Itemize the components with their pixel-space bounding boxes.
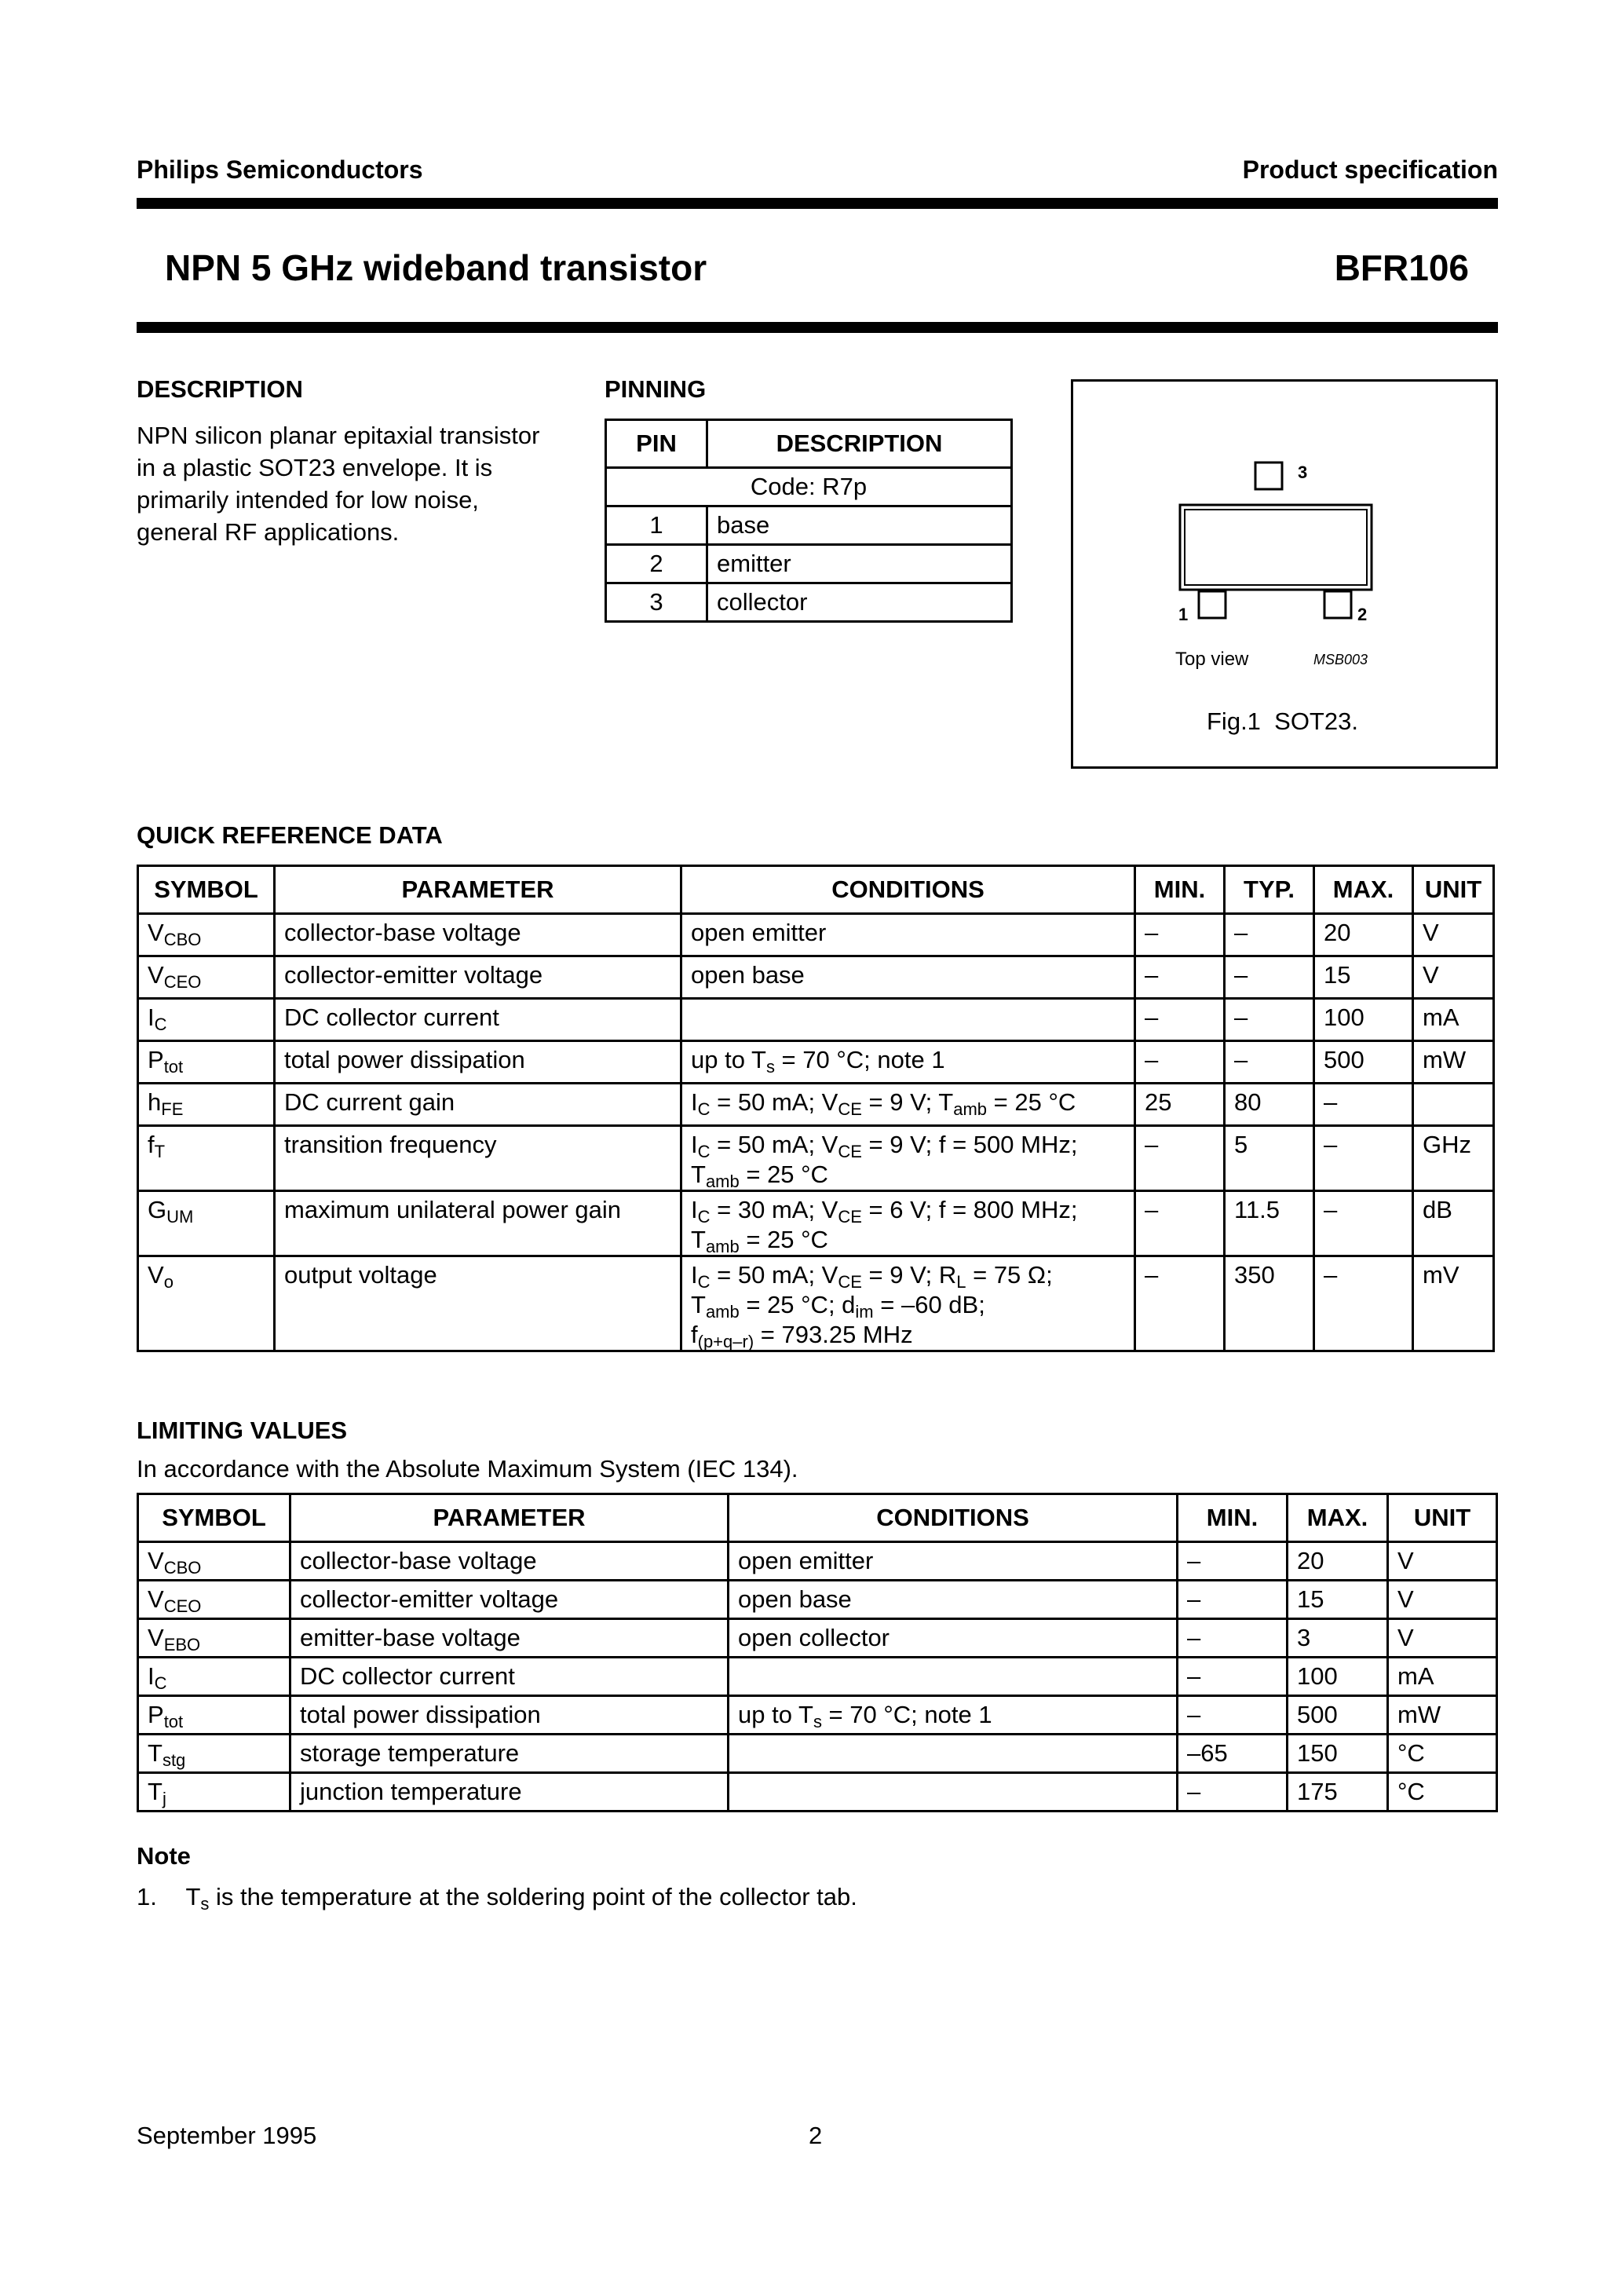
symbol-subscript: UM [166,1207,194,1227]
parameter-cell: total power dissipation [275,1041,681,1084]
description-line: NPN silicon planar epitaxial transistor [137,422,540,449]
pin-number: 2 [606,545,707,583]
limiting-column-header: UNIT [1388,1494,1497,1542]
part-number: BFR106 [1334,247,1469,288]
quick-reference-table [137,865,1495,1352]
conditions-cell [681,999,1135,1041]
unit-cell: dB [1413,1191,1494,1256]
description-heading: DESCRIPTION [137,375,303,403]
parameter-cell: output voltage [275,1256,681,1351]
typ-cell: – [1225,914,1314,956]
figure-sot23 [1071,379,1498,769]
unit-cell: mA [1388,1658,1497,1696]
description-line: primarily intended for low noise, [137,486,479,514]
unit-cell: °C [1388,1735,1497,1773]
max-cell: 20 [1288,1542,1388,1581]
qrd-row [138,914,1494,956]
typ-cell: 80 [1225,1084,1314,1126]
company-name: Philips Semiconductors [137,155,423,184]
pin-row [606,545,1012,583]
max-cell: 20 [1314,914,1413,956]
qrd-column-header: PARAMETER [275,866,681,914]
max-cell: – [1314,1084,1413,1126]
limiting-row [138,1773,1497,1812]
qrd-row [138,1191,1494,1256]
parameter-cell: transition frequency [275,1126,681,1191]
max-cell: 150 [1288,1735,1388,1773]
conditions-cell: up to $T_s = 70$ °C; note 1 [729,1696,1178,1735]
conditions-cell [729,1658,1178,1696]
symbol-cell: $V_{CBO}$ [138,1542,290,1581]
unit-cell: °C [1388,1773,1497,1812]
typ-cell: 11.5 [1225,1191,1314,1256]
min-cell: – [1135,914,1225,956]
symbol-cell: $V_o$ [138,1256,275,1351]
description-line: in a plastic SOT23 envelope. It is [137,454,493,481]
qrd-column-header: CONDITIONS [681,866,1135,914]
document-type: Product specification [1242,155,1498,184]
symbol-cell: $T_j$ [138,1773,290,1812]
max-cell: 15 [1288,1581,1388,1619]
symbol-subscript: stg [162,1750,186,1770]
max-cell: 100 [1288,1658,1388,1696]
symbol-subscript: o [163,1272,174,1292]
limiting-row [138,1696,1497,1735]
symbol-cell: $P_{tot}$ [138,1696,290,1735]
unit-cell: V [1413,914,1494,956]
description-text [137,419,576,548]
min-cell: – [1135,1126,1225,1191]
symbol-cell: $T_{stg}$ [138,1735,290,1773]
limiting-row [138,1542,1497,1581]
parameter-cell: collector-base voltage [275,914,681,956]
unit-cell: mA [1413,999,1494,1041]
limiting-column-header: CONDITIONS [729,1494,1178,1542]
parameter-cell: DC current gain [275,1084,681,1126]
min-cell: – [1178,1773,1288,1812]
unit-cell [1413,1084,1494,1126]
pinning-heading: PINNING [605,375,707,403]
pinning-header-row [606,420,1012,468]
marking-code: Code: R7p [606,468,1012,506]
qrd-heading: QUICK REFERENCE DATA [137,821,443,849]
symbol-cell: $P_{tot}$ [138,1041,275,1084]
unit-cell: V [1388,1619,1497,1658]
symbol-subscript: CEO [163,1596,202,1616]
qrd-column-header: TYP. [1225,866,1314,914]
note-text: is the temperature at the soldering point of the collector tab. [209,1883,857,1910]
pin1-label: 1 [1178,605,1189,624]
unit-cell: V [1388,1581,1497,1619]
pin-row [606,506,1012,545]
qrd-column-header: MAX. [1314,866,1413,914]
limiting-row [138,1581,1497,1619]
note-number: 1. [137,1883,157,1910]
symbol-subscript: EBO [163,1635,201,1654]
qrd-row [138,956,1494,999]
conditions-cell [729,1735,1178,1773]
pin2-label: 2 [1357,605,1368,624]
max-cell: 500 [1288,1696,1388,1735]
limiting-header-row [138,1494,1497,1542]
qrd-column-header: SYMBOL [138,866,275,914]
description-line: general RF applications. [137,518,400,546]
parameter-cell: junction temperature [290,1773,729,1812]
note-symbol: T [185,1883,201,1910]
max-cell: 15 [1314,956,1413,999]
conditions-cell: open collector [729,1619,1178,1658]
typ-cell: 350 [1225,1256,1314,1351]
document-title: NPN 5 GHz wideband transistor [165,247,707,288]
max-cell: 500 [1314,1041,1413,1084]
symbol-cell: $h_{FE}$ [138,1084,275,1126]
pin-number: 3 [606,583,707,622]
limiting-heading: LIMITING VALUES [137,1417,348,1444]
limiting-row [138,1658,1497,1696]
title-rule [137,322,1498,333]
unit-cell: mW [1388,1696,1497,1735]
symbol-subscript: CBO [163,1558,202,1578]
conditions-cell: open emitter [681,914,1135,956]
qrd-row [138,1126,1494,1191]
pin-description: base [707,506,1012,545]
max-cell: – [1314,1191,1413,1256]
conditions-cell [729,1773,1178,1812]
symbol-subscript: CEO [163,972,202,992]
conditions-cell: open base [729,1581,1178,1619]
symbol-cell: $V_{CEO}$ [138,1581,290,1619]
max-cell: 100 [1314,999,1413,1041]
figure-caption: Fig.1 SOT23. [1207,707,1358,735]
symbol-cell: $f_T$ [138,1126,275,1191]
pinning-code-row [606,468,1012,506]
unit-cell: V [1413,956,1494,999]
unit-cell: mW [1413,1041,1494,1084]
symbol-cell: $V_{EBO}$ [138,1619,290,1658]
description-column-header: DESCRIPTION [707,420,1012,468]
note-symbol-sub: s [200,1894,210,1914]
footer-date: September 1995 [137,2122,317,2149]
qrd-column-header: MIN. [1135,866,1225,914]
symbol-subscript: T [154,1142,166,1161]
drawing-code: MSB003 [1313,652,1368,667]
max-cell: 175 [1288,1773,1388,1812]
conditions-cell: open emitter [729,1542,1178,1581]
parameter-cell: DC collector current [275,999,681,1041]
limiting-column-header: MAX. [1288,1494,1388,1542]
max-cell: – [1314,1256,1413,1351]
min-cell: – [1135,956,1225,999]
parameter-cell: storage temperature [290,1735,729,1773]
symbol-cell: $I_C$ [138,999,275,1041]
qrd-row [138,999,1494,1041]
min-cell: – [1178,1581,1288,1619]
symbol-subscript: C [154,1015,167,1034]
pin-number: 1 [606,506,707,545]
min-cell: – [1178,1658,1288,1696]
parameter-cell: collector-emitter voltage [290,1581,729,1619]
limiting-column-header: SYMBOL [138,1494,290,1542]
qrd-column-header: UNIT [1413,866,1494,914]
symbol-cell: $V_{CBO}$ [138,914,275,956]
unit-cell: V [1388,1542,1497,1581]
min-cell: – [1135,999,1225,1041]
page-number: 2 [809,2122,823,2149]
min-cell: – [1135,1191,1225,1256]
qrd-row [138,1041,1494,1084]
parameter-cell: emitter-base voltage [290,1619,729,1658]
pin-row [606,583,1012,622]
qrd-header-row [138,866,1494,914]
unit-cell: mV [1413,1256,1494,1351]
typ-cell: – [1225,956,1314,999]
parameter-cell: collector-emitter voltage [275,956,681,999]
symbol-cell: $I_C$ [138,1658,290,1696]
min-cell: – [1135,1041,1225,1084]
min-cell: – [1178,1696,1288,1735]
conditions-cell: open base [681,956,1135,999]
conditions-cell: up to $T_s = 70$ °C; note 1 [681,1041,1135,1084]
limiting-row [138,1735,1497,1773]
qrd-row [138,1256,1494,1351]
symbol-subscript: CBO [163,930,202,949]
pin-description: collector [707,583,1012,622]
symbol-cell: $G_{UM}$ [138,1191,275,1256]
pin-description: emitter [707,545,1012,583]
conditions-cell: $I_C = 50$ mA; $V_{CE} = 9$ V; $T_{amb} = 25$ °C [681,1084,1135,1126]
min-cell: – [1178,1619,1288,1658]
conditions-cell: $I_C = 30$ mA; $V_{CE} = 6$ V; f = 800 MHz; $T_{amb} = 25$ °C [681,1191,1135,1256]
pin3-label: 3 [1298,462,1308,482]
min-cell: –65 [1178,1735,1288,1773]
pinning-table [605,419,1013,623]
conditions-cell: $I_C = 50$ mA; $V_{CE} = 9$ V; f = 500 MHz; $T_{amb} = 25$ °C [681,1126,1135,1191]
limiting-row [138,1619,1497,1658]
parameter-cell: total power dissipation [290,1696,729,1735]
typ-cell: 5 [1225,1126,1314,1191]
max-cell: 3 [1288,1619,1388,1658]
conditions-cell: $I_C = 50$ mA; $V_{CE} = 9$ V; $R_L = 75$ Ω; $T_{amb} = 25$ °C; $d_{im} = -60$ dB; $f_{(p+q-r)} = 793.25$ MHz [681,1256,1135,1351]
parameter-cell: DC collector current [290,1658,729,1696]
note-item [137,1883,857,1914]
min-cell: 25 [1135,1084,1225,1126]
symbol-subscript: FE [161,1099,184,1119]
limiting-column-header: MIN. [1178,1494,1288,1542]
symbol-subscript: C [154,1673,167,1693]
header-rule [137,198,1498,209]
parameter-cell: collector-base voltage [290,1542,729,1581]
symbol-subscript: tot [163,1057,184,1077]
symbol-subscript: tot [163,1712,184,1731]
pin-column-header: PIN [606,420,707,468]
typ-cell: – [1225,1041,1314,1084]
note-heading: Note [137,1842,191,1870]
max-cell: – [1314,1126,1413,1191]
unit-cell: GHz [1413,1126,1494,1191]
limiting-column-header: PARAMETER [290,1494,729,1542]
symbol-cell: $V_{CEO}$ [138,956,275,999]
parameter-cell: maximum unilateral power gain [275,1191,681,1256]
min-cell: – [1178,1542,1288,1581]
typ-cell: – [1225,999,1314,1041]
view-label: Top view [1175,649,1249,670]
symbol-subscript: j [162,1789,166,1808]
qrd-row [138,1084,1494,1126]
limiting-intro: In accordance with the Absolute Maximum System (IEC 134). [137,1455,798,1483]
limiting-values-table [137,1493,1498,1812]
min-cell: – [1135,1256,1225,1351]
